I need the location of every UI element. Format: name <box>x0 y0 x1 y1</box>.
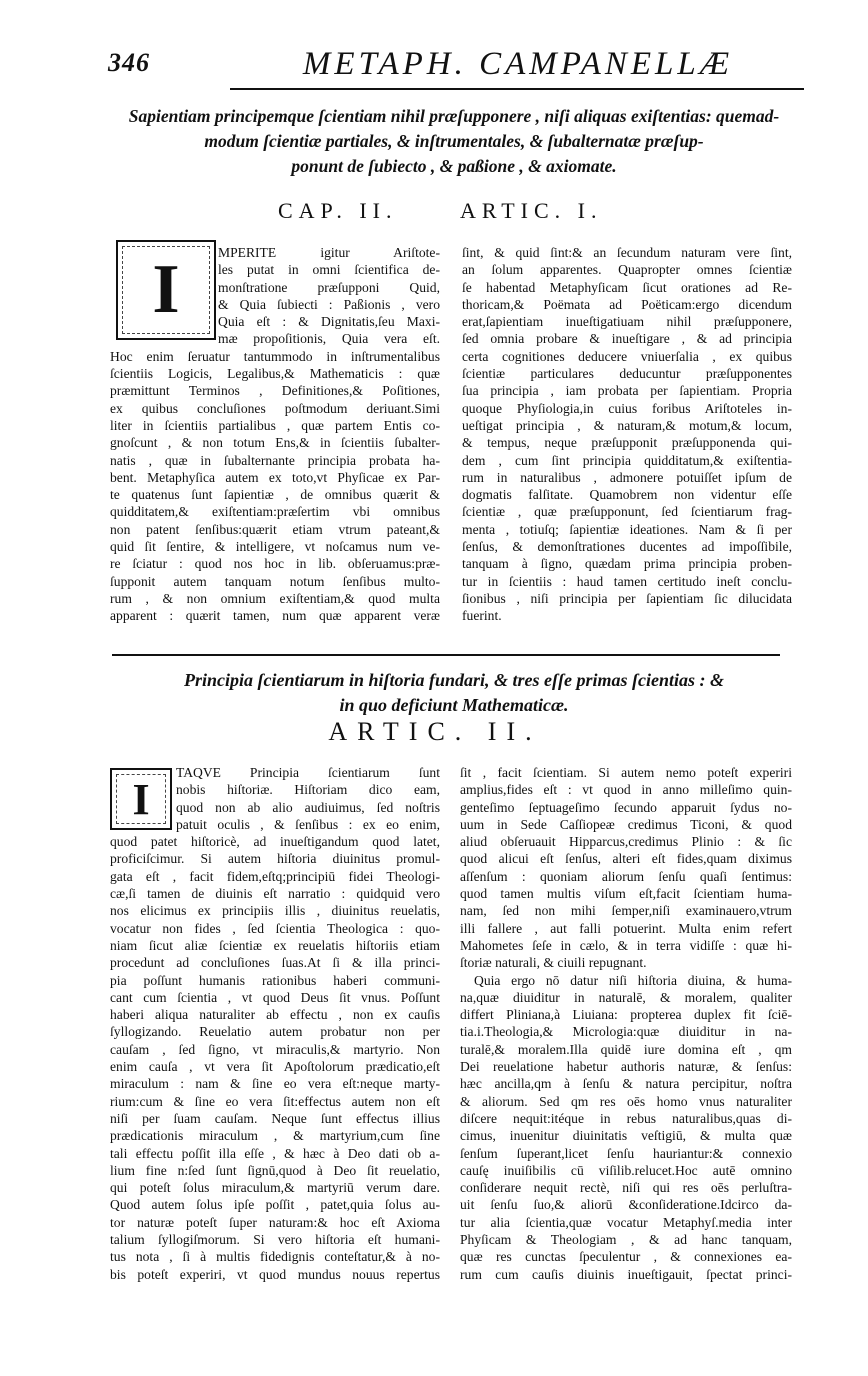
text-line: menta , totiuſq; ſapientiæ ideationes. Nam & ſi per <box>462 521 792 537</box>
text-line: quid ſit ſentire, & intelligere, vt noſcamus num ve- <box>110 539 440 555</box>
text-line: aſſenſum : quoniam aliorum ſenſu quaſi ſentimus: <box>460 868 792 884</box>
text-line: ſionibus , niſi principia per ſapientiam ſic dilucidata <box>462 590 792 606</box>
text-line: & aliorum. Sed qm res oēs homo vnus naturaliter <box>460 1093 792 1109</box>
text-line: ſe habentad Metaphyſicam ſicut orationes ad Re- <box>462 279 792 295</box>
text-line: ſenſum ſuperant,licet ſenſu hauriantur:& connexio <box>460 1145 792 1161</box>
text-line: nos elicimus ex principiis illis , diuinitus reuelatis, <box>110 903 440 919</box>
text-line: ex quibus concluſiones poſtmodum deriuant.Simi <box>110 400 440 416</box>
text-line: ſtoriæ naturali, & ciuili repugnant. <box>460 955 647 971</box>
text-line: quod alicui eſt ſenſus, alteri eſt fides,quam diximus <box>460 851 792 867</box>
text-line: thoricam,& Poëmata ad Poëticam:ergo dicendum <box>462 296 792 312</box>
text-line: tus nota , ſi à multis fidedignis conteſtatur,& à no- <box>110 1249 440 1265</box>
text-line: rum cum cauſis diuinis inueſtigauit, ſpectat princi- <box>460 1266 792 1282</box>
text-line: præmittunt Terminos , Definitiones,& Poſitiones, <box>110 383 440 399</box>
text-line: amplius,fides eſt : vt quod in anno milleſimo quin- <box>460 782 792 798</box>
article2-heading <box>112 668 796 718</box>
text-line: ſcientiis Logicis, Legalibus,& Mathematicis : quæ <box>110 366 440 382</box>
text-line: non patent ſenſibus:quærit etiam vtrum pateant,& <box>110 521 440 537</box>
text-line: dem , cum ſint principia quidditatum,& exiſtentia- <box>462 452 792 468</box>
text-line: ſyllogizando. Reuelatio autem probatur non per <box>110 1024 440 1040</box>
text-line: lium fine n:ſed ſunt ſignū,quod à Deo ſit reuelatio, <box>110 1162 440 1178</box>
text-line: niſi per ſuam cauſam. Neque ſunt effectus illius <box>110 1110 440 1126</box>
text-line: quod non ab alio audiuimus, ſed noſtris <box>176 799 440 815</box>
text-line: & tempus, neque præſupponit præſupponenda qui- <box>462 435 792 451</box>
text-line: differt Pliniana,à Liuiana: propterea duplex fit ſciē- <box>460 1007 792 1023</box>
text-line: genteſimo ſeptuageſimo ſecundo apparuit ſydus no- <box>460 799 792 815</box>
text-line: Quia ergo nō datur niſi hiſtoria diuina, & huma- <box>474 972 792 988</box>
text-line: cauſę inuiſibilis cū viſilib.relucet.Hoc autē omnino <box>460 1162 792 1178</box>
running-title: METAPH. CAMPANELLÆ <box>302 46 734 82</box>
text-line: certa cognitiones deducere vniuerſalia , ex quibus <box>462 348 792 364</box>
text-line: ſenſus, & demonſtrationes ducentes ad impoſſibile, <box>462 539 792 555</box>
text-line: gnoſcunt , & non totum Ens,& in ſcientiis ſubalter- <box>110 435 440 451</box>
text-line: hæc ancilla,qm à ſenſu & natura percipitur, noſtra <box>460 1076 792 1092</box>
article2-right-column <box>460 764 792 1283</box>
running-head <box>108 46 808 90</box>
chapter-label: CAP. II. <box>278 198 398 223</box>
text-line: quæ res cunctas ſpeculentur , & connexiones ea- <box>460 1249 792 1265</box>
head-rule <box>230 88 804 90</box>
text-line: talium ſyllogiſmorum. Si vero hiſtoria eſt humani- <box>110 1232 440 1248</box>
text-line: quidditatem,& exiſtentiam:præſertim vbi omnibus <box>110 504 440 520</box>
text-line: cauſam , ſed ſigno, vt miraculis,& martyrio. Non <box>110 1041 440 1057</box>
text-line: qui poteſt ſolus miraculum,& martyriū verum dare. <box>110 1180 440 1196</box>
text-line: ſcientiæ particulares deducuntur præſupponentes <box>462 366 792 382</box>
text-line: aliud obſeruauit Hipparcus,credimus Plinio : & ſic <box>460 834 792 850</box>
text-line: rium:cum & ſine eo vera ſit:effectus autem non eſt <box>110 1093 440 1109</box>
text-line: patuit oculis , & ſenſibus : ex eo enim, <box>176 816 440 832</box>
article2-left-column <box>110 764 440 1283</box>
heading-line: Sapientiam principemque ſcientiam nihil præſupponere , niſi aliquas exiſtentias: quemad- <box>128 106 780 126</box>
text-line: monſtratione præſupponi Quid, <box>218 279 440 295</box>
text-line: enim cauſa , vt vera ſit Apoſtolorum prædicatio,eſt <box>110 1059 440 1075</box>
text-line: ſcientiæ , quæ præſupponunt, ſed ſcientiarum frag- <box>462 504 792 520</box>
article-label: ARTIC. I. <box>460 198 603 223</box>
text-line: apparent : quærit tamen, num quæ apparent veræ <box>110 608 440 624</box>
text-line: haberi aliqua naturaliter ab effectu , non ex cauſis <box>110 1007 440 1023</box>
text-line: cæ,ſi tamen de diuinis eſt narratio : quidquid vero <box>110 886 440 902</box>
text-line: tur alia ſcientia,quæ vocatur Metaphyſ.media inter <box>460 1214 792 1230</box>
text-line: quod tamen multis viſum eſt,facit ſcientiam huma- <box>460 886 792 902</box>
text-line: ſint, & quid ſint:& an ſecundum naturam vere ſint, <box>462 245 792 260</box>
heading-line: ponunt de ſubiecto , & paßione , & axiomate. <box>291 156 617 176</box>
text-line: dogmatis falſitate. Quamobrem non videntur eſſe <box>462 487 792 503</box>
text-line: bent. Metaphyſica autem ex toto,vt Phyſicae ex Par- <box>110 469 440 485</box>
heading-line: Principia ſcientiarum in hiſtoria fundari, & tres eſſe primas ſcientias : & <box>183 670 725 690</box>
text-line: pia poſſunt humanis rationibus haberi communi- <box>110 972 440 988</box>
text-line: cant cum ſcientia , vt quod Deus ſit vnus. Poſſunt <box>110 989 440 1005</box>
article1-right-column <box>462 244 792 625</box>
text-line: MPERITE igitur Ariſtote- <box>218 245 440 260</box>
text-line: na,quæ diuiditur in naturalē, & moralem, qualiter <box>460 989 792 1005</box>
text-line: bis poteſt experiri, vt quod mundus nouus repertus <box>110 1266 440 1282</box>
text-line: conſiderare nequit rectè, niſi qui res oēs perluſtra- <box>460 1180 792 1196</box>
text-line: & Quia ſubiecti : Paßionis , vero <box>218 296 440 312</box>
text-line: natis , quæ in ſubalternante principia probata ha- <box>110 452 440 468</box>
text-line: te quatenus ſunt ſapientiæ , de omnibus quærit & <box>110 487 440 503</box>
text-line: nobis hiſtoriæ. Hiſtoriam dico eam, <box>176 782 440 798</box>
text-line: erat,ſapientiam inueſtigatiuam nihil præſupponere, <box>462 314 792 330</box>
text-line: ſua principia , iam probata per ſapientiam. Propria <box>462 383 792 399</box>
text-line: tanquam à ſigno, quædam prima principia proben- <box>462 556 792 572</box>
initial-letter: I <box>152 251 180 328</box>
text-line: niam ſicut aliæ ſcientiæ ex reuelatis hiſtoriis etiam <box>110 937 440 953</box>
text-line: uit ſenſu ſuo,& aliorū &conſideratione.Idcirco da- <box>460 1197 792 1213</box>
section-rule <box>112 654 780 656</box>
text-line: quoque Phyſiologia,in cuius foribus Ariſtoteles in- <box>462 400 792 416</box>
text-line: tor naturæ poteſt ſuper naturam:& hoc eſt Axioma <box>110 1214 440 1230</box>
text-line: ſupponit autem tanquam notum ſenſibus multo- <box>110 573 440 589</box>
page-number: 346 <box>108 48 150 77</box>
text-line: nam, ſed non mihi ſemper,niſi examinauero,vtrum <box>460 903 792 919</box>
text-line: Mahometes ſeſe in cælo, & in terra vidiſſe : quæ hi- <box>460 937 792 953</box>
text-line: illi fallere , aut falli potuerint. Multa enim refert <box>460 920 792 936</box>
heading-line: modum ſcientiæ partiales, & inſtrumentales, & ſubalternatæ præſup- <box>204 131 704 151</box>
text-line: tur in ſcientiis : haud tamen certitudo ineſt conclu- <box>462 573 792 589</box>
text-line: quod patet hiſtoricè, ad inueſtigandum quod latet, <box>110 834 440 850</box>
text-line: Phyſicam & Theologiam , & ad hanc tanquam, <box>460 1232 792 1248</box>
text-line: rum in naturalibus , admonere potuiſſet ipſum de <box>462 469 792 485</box>
text-line: Quod autem ſolus ipſe poſſit , patet,quia ſolus au- <box>110 1197 440 1213</box>
text-line: gata eſt , facit fidem,eſtq;principiū fidei Theologi- <box>110 868 440 884</box>
text-line: mæ propoſitionis, Quia vera eſt. <box>218 331 440 347</box>
text-line: ueſtigat principia , & naturam,& motum,& locum, <box>462 417 792 433</box>
text-line: prædicationis miraculum , & martyrium,cum ſine <box>110 1128 440 1144</box>
text-line: re ſciatur : quod nos hoc in lib. obſeruamus:præ- <box>110 556 440 572</box>
text-line: les putat in omni ſcientifica de- <box>218 262 440 278</box>
text-line: cimus, inuenitur diuinitatis veſtigiū, & multa quæ <box>460 1128 792 1144</box>
text-line: fuerint. <box>462 608 502 624</box>
text-line: ſed omnia probare & inueſtigare , & ad principia <box>462 331 792 347</box>
text-line: vocatur non fides , ſed ſcientia Theologica : quo- <box>110 920 440 936</box>
text-line: TAQVE Principia ſcientiarum ſunt <box>176 765 440 780</box>
text-line: Quia eſt : & Dignitatis,ſeu Maxi- <box>218 314 440 330</box>
text-line: procedunt ad concluſiones ſuas.At ſi & illa princi- <box>110 955 440 971</box>
text-line: turalē,& moralem.Illa quidē iure domina eſt , qm <box>460 1041 792 1057</box>
heading-line: in quo deficiunt Mathematicæ. <box>339 695 569 715</box>
text-line: ſit , facit ſcientiam. Si autem nemo poteſt experiri <box>460 765 792 780</box>
text-line: tia.i.Theologia,& Micrologia:quæ diuiditur in na- <box>460 1024 792 1040</box>
article1-left-column <box>110 244 440 625</box>
text-line: miraculum : nam & ſine eo vera eſt:neque marty- <box>110 1076 440 1092</box>
article1-heading <box>112 104 796 179</box>
initial-letter: I <box>132 774 150 824</box>
text-line: tali effectu poſſit illa eſſe , & hæc à Deo dati ob a- <box>110 1145 440 1161</box>
text-line: diſcere nequit:itéque in rebus naturalibus,quas di- <box>460 1110 792 1126</box>
article-label: ARTIC. II. <box>328 717 542 746</box>
text-line: proficiſcimur. Si autem hiſtoria diuinitus promul- <box>110 851 440 867</box>
text-line: rum , & non omnium exiſtentiam,& quod multa <box>110 590 440 606</box>
text-line: Dei reuelatione habetur authoris naturæ, & ſenſus: <box>460 1059 792 1075</box>
text-line: an ſolum apparentes. Quapropter omnes ſcientiæ <box>462 262 792 278</box>
text-line: liter in ſcientiis partialibus , quæ partem Entis co- <box>110 417 440 433</box>
text-line: uum in Sede Caſſiopeæ credimus Ticoni, & quod <box>460 816 792 832</box>
text-line: Hoc enim ſeruatur tantummodo in inſtrumentalibus <box>110 348 440 364</box>
